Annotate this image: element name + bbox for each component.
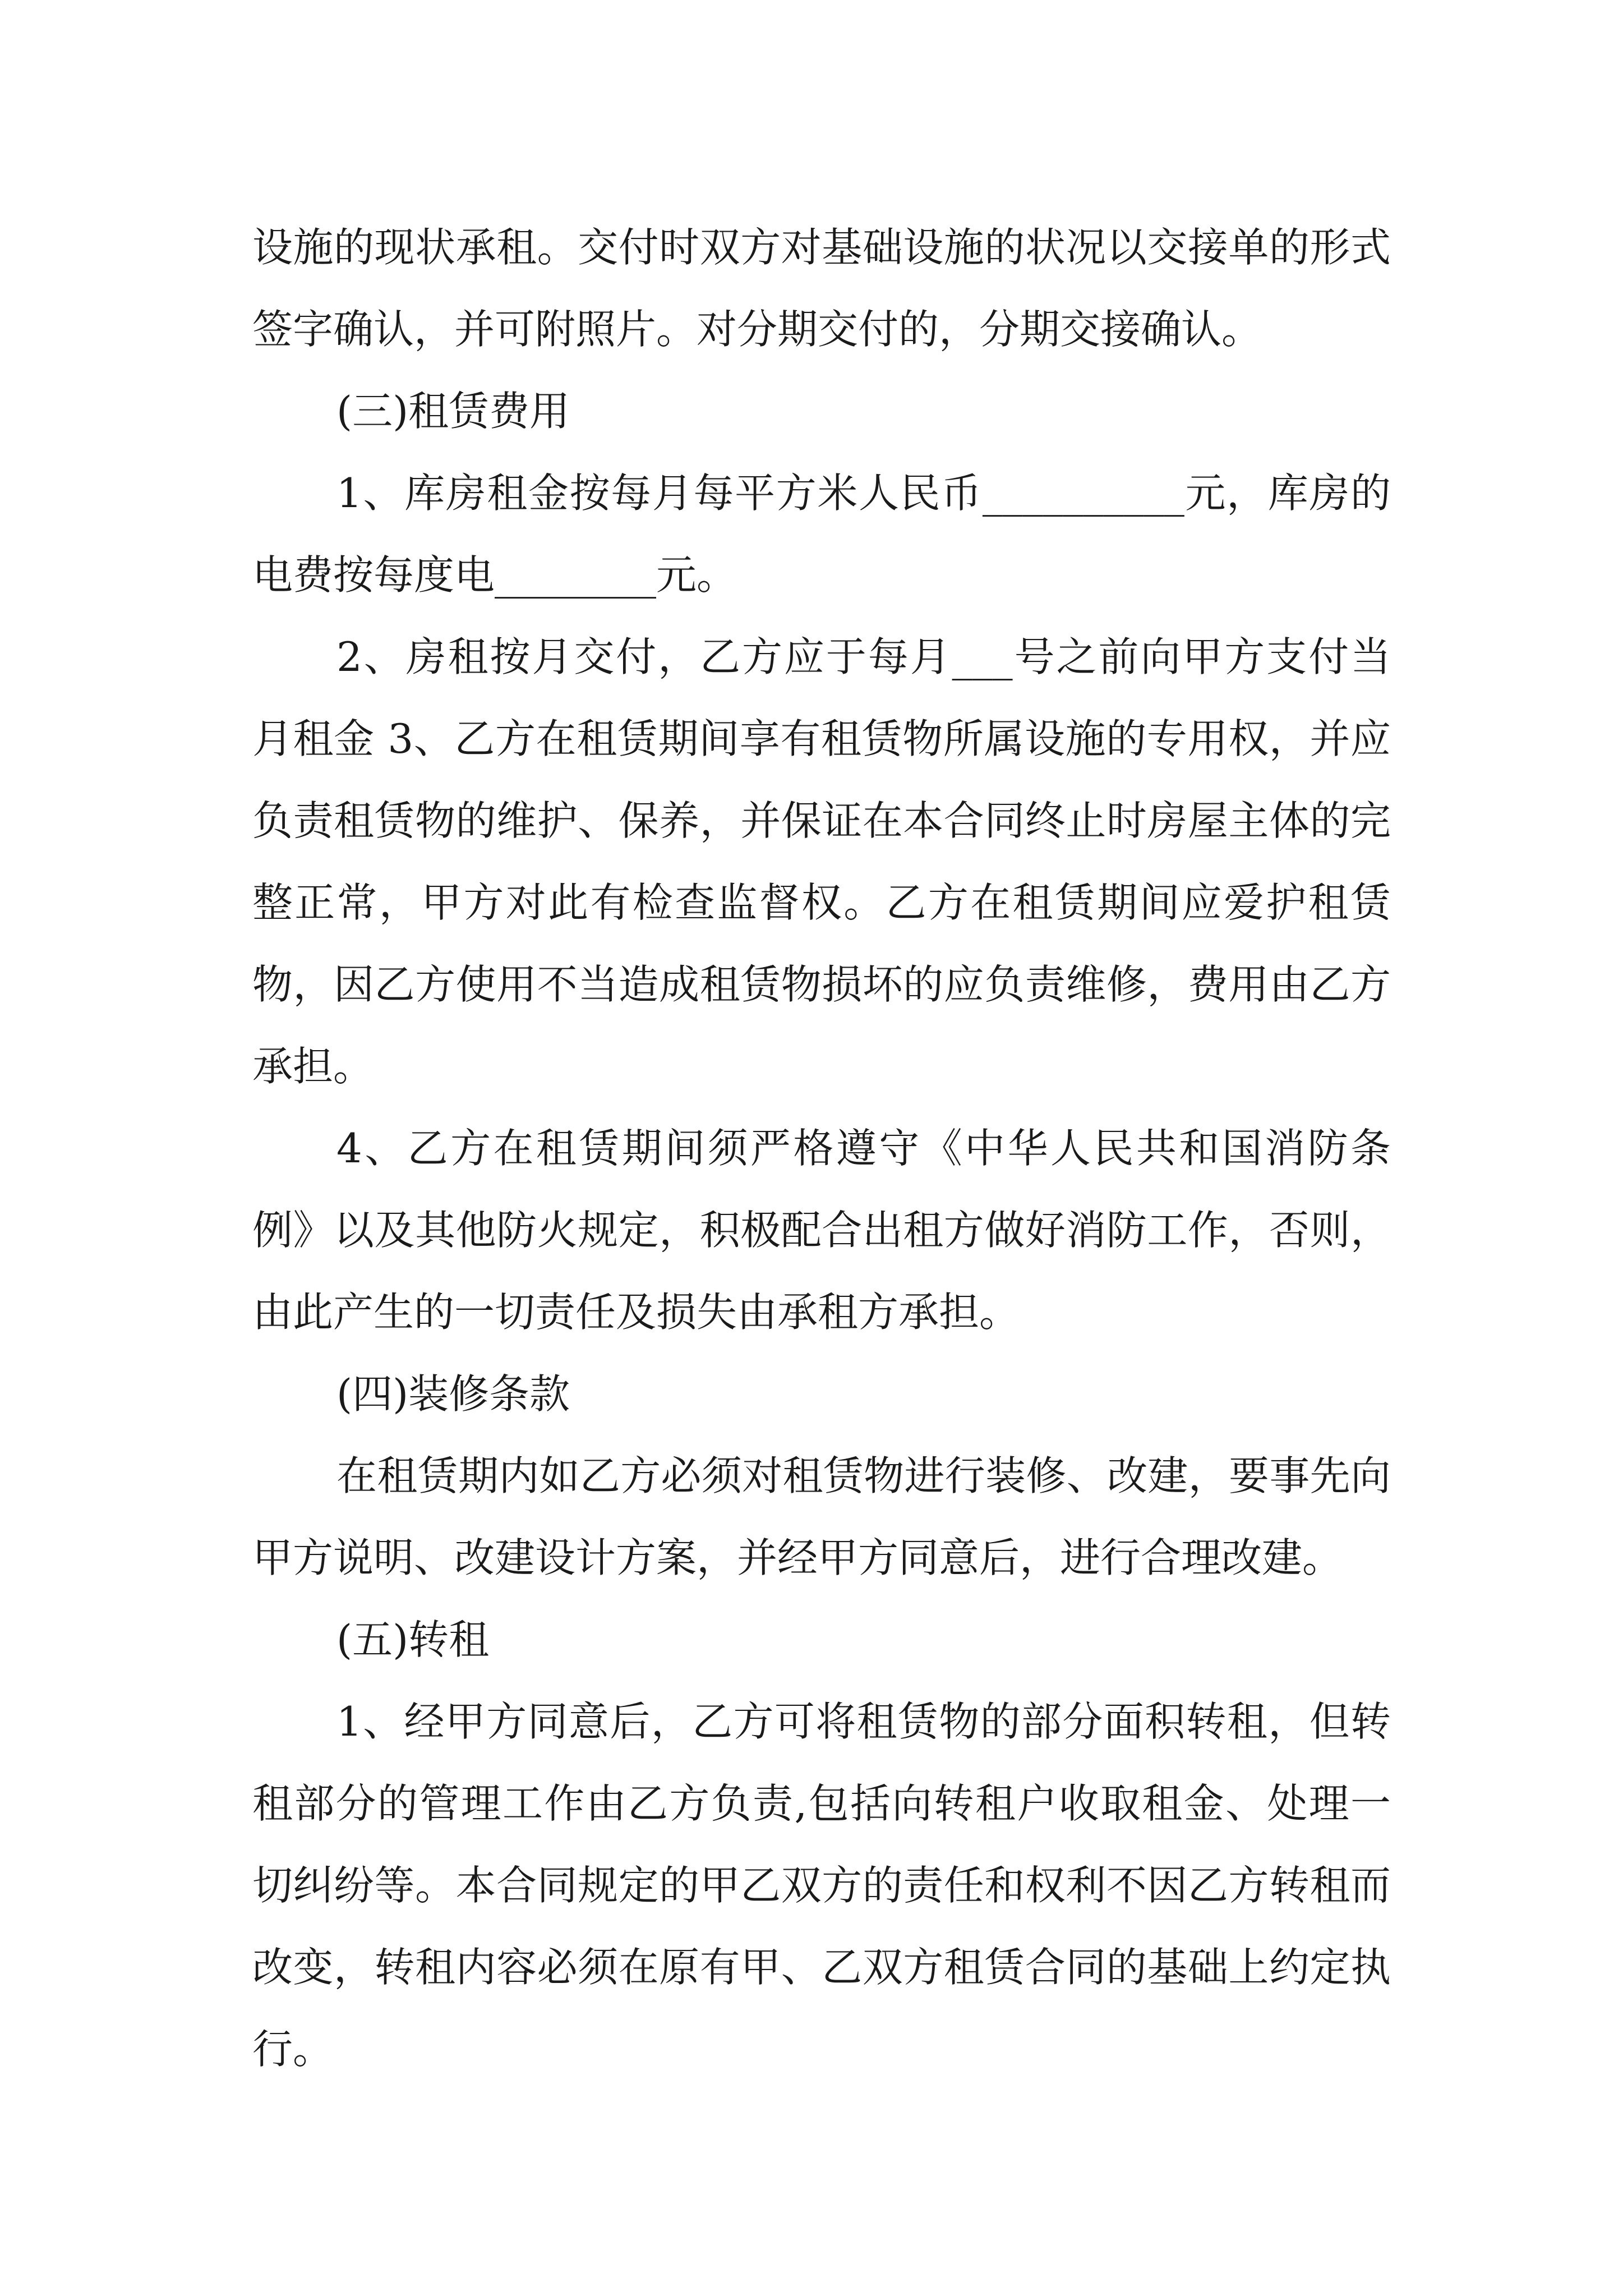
document-body [252, 206, 1391, 2090]
paragraph-sublease-terms: 1、经甲方同意后，乙方可将租赁物的部分面积转租，但转租部分的管理工作由乙方负责,包括向转租户收取租金、处理一切纠纷等。本合同规定的甲乙双方的责任和权利不因乙方转租而改变，转租内容必须在原有甲、乙双方租赁合同的基础上约定执行。 [252, 1698, 1391, 2073]
paragraph-monthly-payment: 2、房租按月交付，乙方应于每月___号之前向甲方支付当月租金 3、乙方在租赁期间享有租赁物所属设施的专用权，并应负责租赁物的维护、保养，并保证在本合同终止时房屋主体的完整正常，甲方对此有检查监督权。乙方在租赁期间应爱护租赁物，因乙方使用不当造成租赁物损坏的应负责维修，费用由乙方承担。 [252, 633, 1391, 1090]
section-heading-sublease: (五)转租 [336, 1616, 490, 1663]
paragraph-fire-safety: 4、乙方在租赁期间须严格遵守《中华人民共和国消防条例》以及其他防火规定，积极配合出租方做好消防工作，否则，由此产生的一切责任及损失由承租方承担。 [252, 1125, 1391, 1336]
paragraph-rent-rate: 1、库房租金按每月每平方米人民币__________元，库房的电费按每度电________元。 [252, 470, 1391, 599]
paragraph-facility-handover: 设施的现状承租。交付时双方对基础设施的状况以交接单的形式签字确认，并可附照片。对分期交付的，分期交接确认。 [252, 224, 1391, 353]
paragraph-decoration-terms: 在租赁期内如乙方必须对租赁物进行装修、改建，要事先向甲方说明、改建设计方案，并经甲方同意后，进行合理改建。 [252, 1452, 1391, 1581]
section-heading-decoration: (四)装修条款 [336, 1370, 570, 1418]
section-heading-rental-fees: (三)租赁费用 [336, 388, 570, 435]
